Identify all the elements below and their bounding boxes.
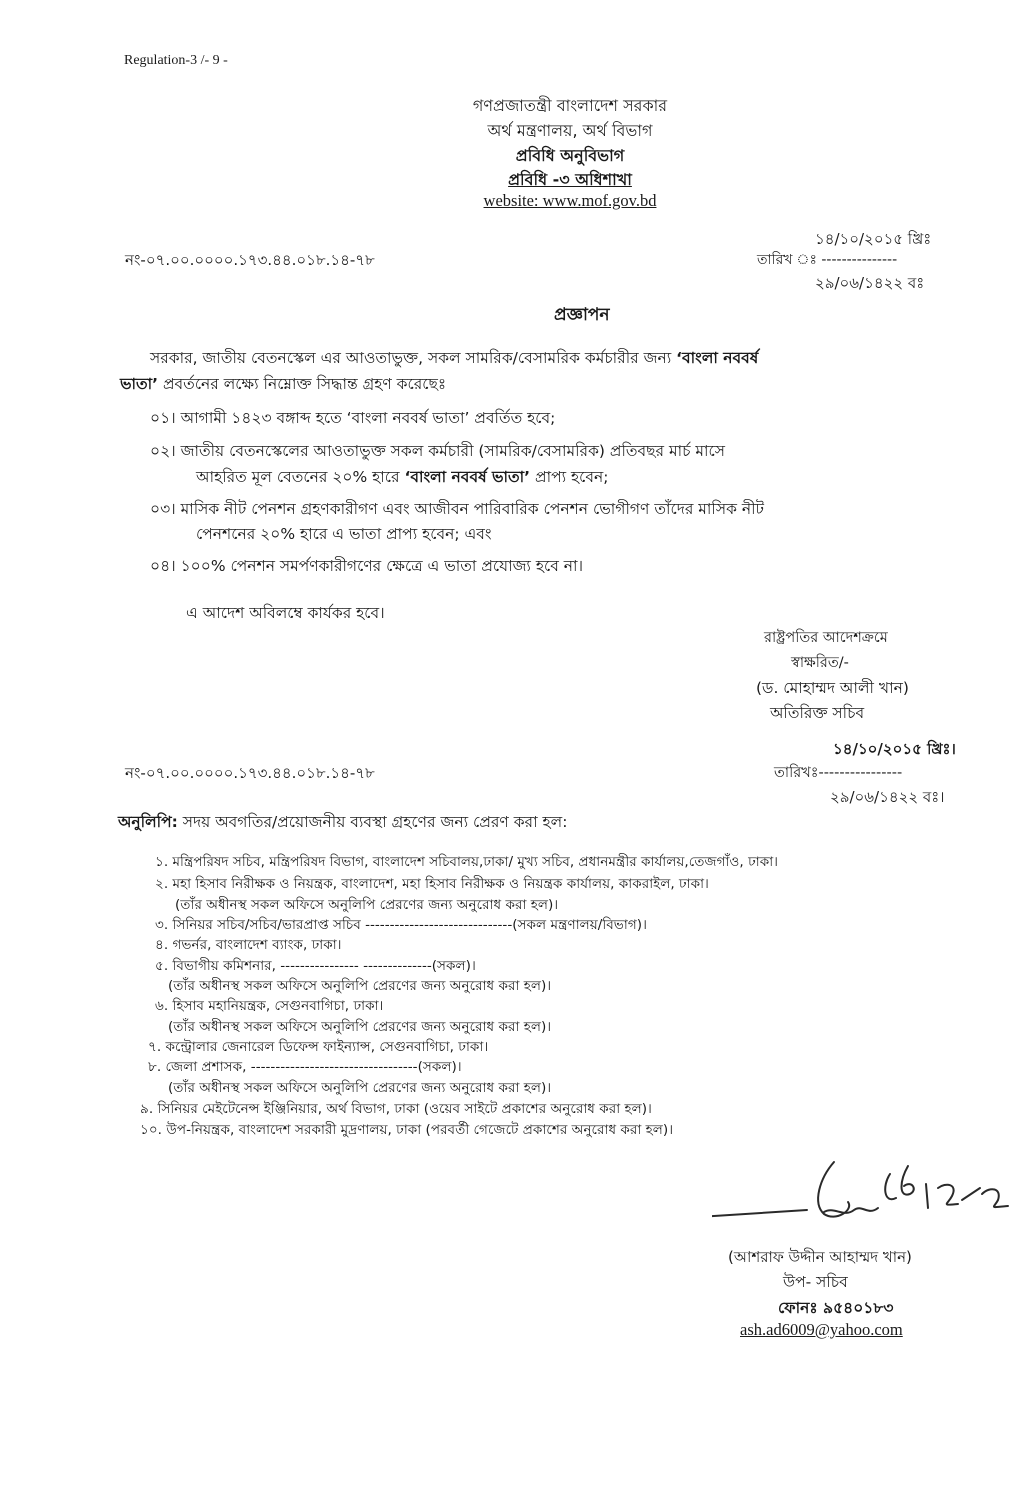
notification-title: প্রজ্ঞাপন [554,305,610,325]
sig2-name: (আশরাফ উদ্দীন আহাম্মদ খান) [728,1248,912,1266]
ref2-date-gregorian: ১৪/১০/২০১৫ খ্রিঃ। [833,740,956,758]
intro-line-1 [150,346,758,372]
sig2-email-link[interactable]: ash.ad6009@yahoo.com [740,1320,903,1339]
point-2-text-end: প্রাপ্য হবেন; [530,468,609,486]
intro-allowance-name-end: ভাতা’ [120,375,159,393]
copy-item-7: ৭. কন্ট্রোলার জেনারেল ডিফেন্স ফাইন্যান্স, সেগুনবাগিচা, ঢাকা। [148,1039,489,1055]
intro-text: সরকার, জাতীয় বেতনস্কেল এর আওতাভুক্ত, সকল সামরিক/বেসামরিক কর্মচারীর জন্য [150,349,677,367]
copy-item-4: ৪. গভর্নর, বাংলাদেশ ব্যাংক, ঢাকা। [155,937,342,953]
header-website-link[interactable]: website: www.mof.gov.bd [483,191,657,210]
copy-text: সদয় অবগতির/প্রয়োজনীয় ব্যবস্থা গ্রহণের জন্য প্রেরণ করা হল: [177,813,568,831]
ref2-date-label: তারিখঃ---------------- [774,765,903,781]
copy-item-10: ১০. উপ-নিয়ন্ত্রক, বাংলাদেশ সরকারী মুদ্রণালয়, ঢাকা (পরবর্তী গেজেটে প্রকাশের অনুরোধ করা হল)। [140,1122,674,1138]
point-2-line-1: ০২। জাতীয় বেতনস্কেলের আওতাভুক্ত সকল কর্মচারী (সামরিক/বেসামরিক) প্রতিবছর মার্চ মাসে [150,442,725,460]
copy-item-5: ৫. বিভাগীয় কমিশনার, ---------------- --------------(সকল)। [155,958,476,974]
ref2-memo-number: নং-০৭.০০.০০০০.১৭৩.৪৪.০১৮.১৪-৭৮ [125,764,375,782]
sig1-order: রাষ্ট্রপতির আদেশক্রমে [764,630,888,646]
copy-item-6: ৬. হিসাব মহানিয়ন্ত্রক, সেগুনবাগিচা, ঢাকা। [155,998,384,1014]
point-4: ০৪। ১০০% পেনশন সমর্পণকারীগণের ক্ষেত্রে এ ভাতা প্রযোজ্য হবে না। [150,557,584,575]
copy-label: অনুলিপি: [118,813,178,831]
sig2-designation: উপ- সচিব [783,1273,848,1291]
copy-item-1: ১. মন্ত্রিপরিষদ সচিব, মন্ত্রিপরিষদ বিভাগ, বাংলাদেশ সচিবালয়,ঢাকা/ মুখ্য সচিব, প্রধানমন্ত্রীর কার্যালয়,তেজগাঁও, ঢাকা। [155,854,779,870]
sig1-designation: অতিরিক্ত সচিব [770,704,865,722]
sig1-signed: স্বাক্ষরিত/- [791,655,849,671]
copy-item-8-note: (তাঁর অধীনস্থ সকল অফিসে অনুলিপি প্রেরণের জন্য অনুরোধ করা হল)। [168,1080,552,1096]
point-2-text: আহরিত মূল বেতনের ২০% হারে [196,468,405,486]
sig2-phone: ফোনঃ ৯৫৪০১৮৩ [778,1299,894,1317]
intro-allowance-name: ‘বাংলা নববর্ষ [676,349,759,367]
copy-item-9: ৯. সিনিয়র মেইটেনেন্স ইঞ্জিনিয়ার, অর্থ বিভাগ, ঢাকা (ওয়েব সাইটে প্রকাশের অনুরোধ করা হল)। [140,1101,652,1117]
point-1: ০১। আগামী ১৪২৩ বঙ্গাব্দ হতে ‘বাংলা নববর্ষ ভাতা’ প্রবর্তিত হবে; [150,409,556,427]
header-government: গণপ্রজাতন্ত্রী বাংলাদেশ সরকার [472,96,668,115]
regulation-ref: Regulation-3 /- 9 - [124,53,228,68]
copy-item-6-note: (তাঁর অধীনস্থ সকল অফিসে অনুলিপি প্রেরণের জন্য অনুরোধ করা হল)। [168,1019,552,1035]
ref1-memo-number: নং-০৭.০০.০০০০.১৭৩.৪৪.০১৮.১৪-৭৮ [125,251,375,269]
ref1-date-label: তারিখ ঃ --------------- [757,252,898,268]
copy-intro [118,810,567,836]
header-branch: প্রবিধি -৩ অধিশাখা [508,170,632,189]
sig1-name: (ড. মোহাম্মদ আলী খান) [756,679,909,697]
point-3-line-2: পেনশনের ২০% হারে এ ভাতা প্রাপ্য হবেন; এবং [196,525,492,543]
intro-text-end: প্রবর্তনের লক্ষ্যে নিম্নোক্ত সিদ্ধান্ত গ্রহণ করেছেঃ [158,375,447,393]
copy-item-2-note: (তাঁর অধীনস্থ সকল অফিসে অনুলিপি প্রেরণের জন্য অনুরোধ করা হল)। [175,897,559,913]
copy-item-8: ৮. জেলা প্রশাসক, ----------------------------------(সকল)। [148,1059,462,1075]
ref1-date-gregorian: ১৪/১০/২০১৫ খ্রিঃ [815,230,932,248]
ref1-date-bangla: ২৯/০৬/১৪২২ বঃ [815,274,925,292]
intro-line-2 [120,372,446,398]
header-ministry: অর্থ মন্ত্রণালয়, অর্থ বিভাগ [487,121,653,140]
effect-statement: এ আদেশ অবিলম্বে কার্যকর হবে। [186,604,385,622]
point-2-allowance-name: ‘বাংলা নববর্ষ ভাতা’ [404,468,531,486]
point-3-line-1: ০৩। মাসিক নীট পেনশন গ্রহণকারীগণ এবং আজীবন পারিবারিক পেনশন ভোগীগণ তাঁদের মাসিক নীট [150,500,764,518]
ref2-date-bangla: ২৯/০৬/১৪২২ বঃ। [830,788,945,806]
point-2-line-2 [196,465,609,491]
copy-item-5-note: (তাঁর অধীনস্থ সকল অফিসে অনুলিপি প্রেরণের জন্য অনুরোধ করা হল)। [168,978,552,994]
copy-item-2: ২. মহা হিসাব নিরীক্ষক ও নিয়ন্ত্রক, বাংলাদেশ, মহা হিসাব নিরীক্ষক ও নিয়ন্ত্রক কার্যালয়, কাকরাইল, ঢাকা। [155,876,709,892]
handwritten-signature-icon [712,1148,1025,1238]
header-wing: প্রবিধি অনুবিভাগ [515,146,625,165]
copy-item-3: ৩. সিনিয়র সচিব/সচিব/ভারপ্রাপ্ত সচিব ------------------------------(সকল মন্ত্রণালয়/বিভাগ)। [155,917,647,933]
